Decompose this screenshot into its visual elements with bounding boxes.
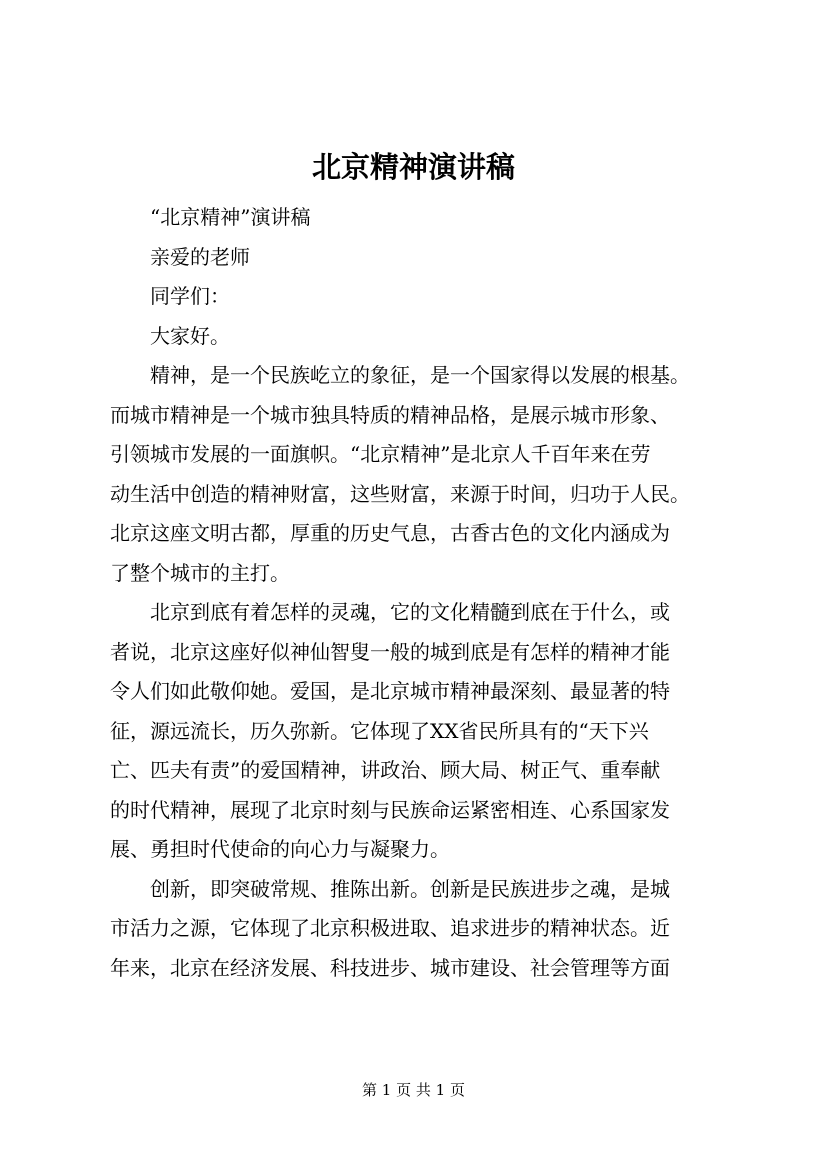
paragraph-line: “北京精神”演讲稿 — [150, 205, 311, 229]
page-footer: 第 1 页 共 1 页 — [362, 1081, 465, 1099]
paragraph — [110, 198, 740, 238]
paragraph-line: 引领城市发展的一面旗帜。“北京精神”是北京人千百年来在劳 — [110, 442, 651, 466]
paragraph-line: 同学们： — [150, 284, 230, 308]
paragraph-line: 的时代精神，展现了北京时刻与民族命运紧密相连、心系国家发 — [110, 797, 670, 822]
paragraph-line: 者说，北京这座好似神仙智叟一般的城到底是有怎样的精神才能 — [110, 639, 670, 664]
paragraph — [110, 238, 740, 278]
document-title: 北京精神演讲稿 — [311, 150, 515, 184]
paragraph-line: 亡、匹夫有责”的爱国精神，讲政治、顾大局、树正气、重奉献 — [110, 758, 661, 782]
paragraph — [110, 870, 740, 989]
paragraph — [110, 277, 740, 317]
paragraph-line: 北京到底有着怎样的灵魂，它的文化精髓到底在于什么，或 — [150, 600, 670, 624]
document-body — [110, 198, 740, 988]
paragraph-line: 动生活中创造的精神财富，这些财富，来源于时间，归功于人民。 — [110, 481, 690, 506]
paragraph — [110, 356, 740, 593]
paragraph — [110, 593, 740, 870]
paragraph — [110, 317, 740, 357]
paragraph-line: 了整个城市的主打。 — [110, 560, 290, 585]
paragraph-line: 精神，是一个民族屹立的象征，是一个国家得以发展的根基。 — [150, 363, 690, 387]
paragraph-line: 创新，即突破常规、推陈出新。创新是民族进步之魂，是城 — [150, 876, 670, 901]
paragraph-line: 令人们如此敬仰她。爱国，是北京城市精神最深刻、最显著的特 — [110, 679, 670, 703]
paragraph-line: 展、勇担时代使命的向心力与凝聚力。 — [110, 837, 450, 861]
paragraph-line: 而城市精神是一个城市独具特质的精神品格，是展示城市形象、 — [110, 402, 670, 427]
paragraph-line: 市活力之源，它体现了北京积极进取、追求进步的精神状态。近 — [110, 916, 670, 940]
paragraph-line: 征，源远流长，历久弥新。它体现了XX省民所具有的“天下兴 — [110, 718, 649, 743]
paragraph-line: 亲爱的老师 — [150, 244, 250, 269]
paragraph-line: 北京这座文明古都，厚重的历史气息，古香古色的文化内涵成为 — [110, 521, 670, 545]
paragraph-line: 年来，北京在经济发展、科技进步、城市建设、社会管理等方面 — [110, 955, 670, 980]
paragraph-line: 大家好。 — [150, 323, 230, 348]
